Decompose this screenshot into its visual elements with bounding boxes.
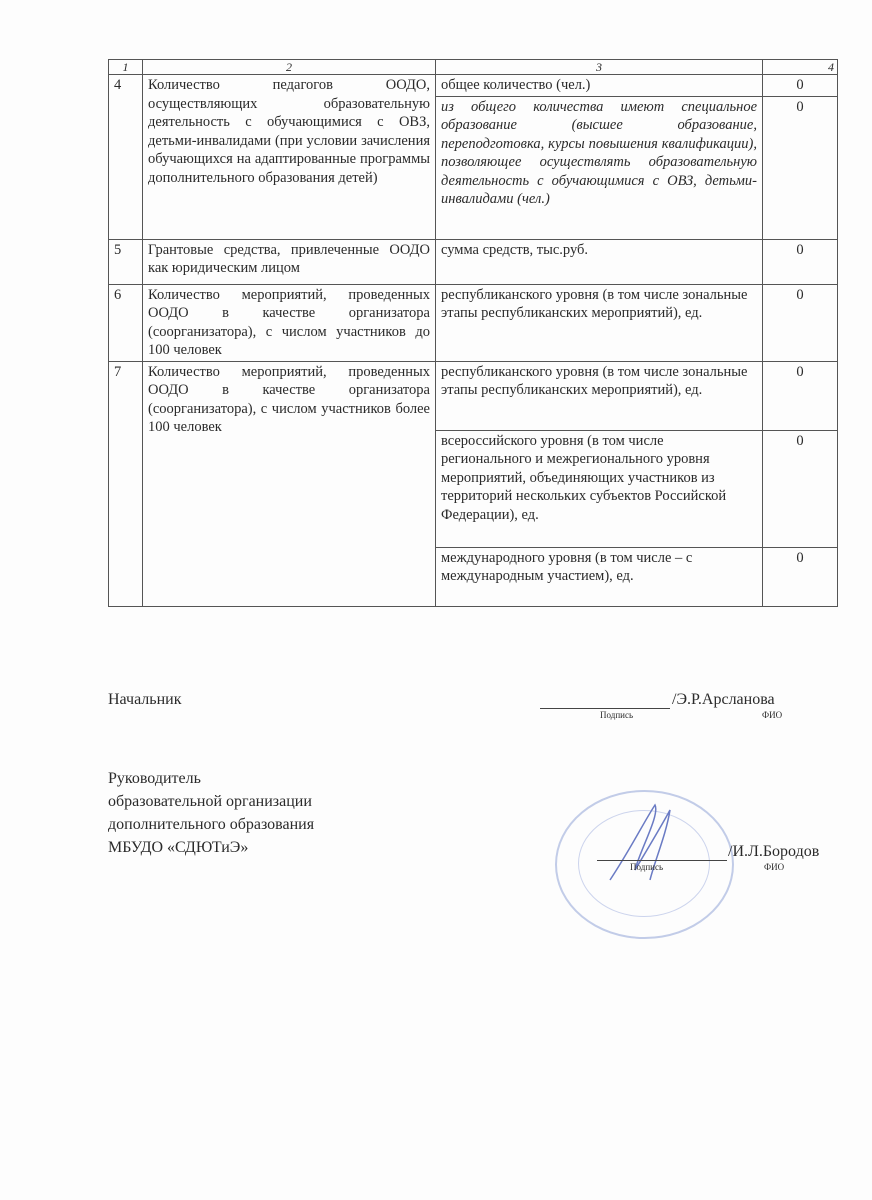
row-number: 7 [109,361,143,606]
row-description: Грантовые средства, привлеченные ООДО как юридическим лицом [143,239,436,284]
head-fio-caption: ФИО [764,862,785,872]
table-row [109,284,838,361]
chief-signature-line [540,708,670,709]
row-number: 5 [109,239,143,284]
row-sub-label: сумма средств, тыс.руб. [436,239,763,284]
row-number: 4 [109,75,143,240]
row-sub-label: республиканского уровня (в том числе зональные этапы республиканских мероприятий), ед. [436,284,763,361]
header-col-2: 2 [143,60,436,75]
chief-title: Начальник [108,691,182,708]
table-row [109,75,838,97]
head-name: /И.Л.Бородов [728,843,820,860]
row-value: 0 [763,430,838,547]
row-description: Количество мероприятий, проведенных ООДО в качестве организатора (соорганизатора), с числом участников более 100 человек [143,361,436,606]
table-header-row [109,60,838,75]
row-value: 0 [763,239,838,284]
row-sub-label: общее количество (чел.) [436,75,763,97]
row-value: 0 [763,361,838,430]
row-value: 0 [763,75,838,97]
row-sub-label: международного уровня (в том числе – с международным участием), ед. [436,547,763,606]
row-value: 0 [763,96,838,239]
table-row [109,239,838,284]
row-description: Количество педагогов ООДО, осуществляющих образовательную деятельность с обучающимися с ОВЗ, детьми-инвалидами (при условии зачисления обучающихся на адаптированные программы дополнительного образования детей) [143,75,436,240]
chief-name: /Э.Р.Арсланова [672,691,775,708]
head-sign-caption: Подпись [630,862,664,872]
row-sub-label: из общего количества имеют специальное образование (высшее образование, переподготовка, курсы повышения квалификации), позволяющее осуществлять образовательную деятельность с обучающимися с ОВЗ, детьми-инвалидами (чел.) [436,96,763,239]
row-number: 6 [109,284,143,361]
indicators-table [108,59,838,607]
row-sub-label: всероссийского уровня (в том числе регионального и межрегионального уровня мероприятий, объединяющих участников из территорий нескольких субъектов Российской Федерации), ед. [436,430,763,547]
row-description: Количество мероприятий, проведенных ООДО в качестве организатора (соорганизатора), с числом участников до 100 человек [143,284,436,361]
header-col-4: 4 [763,60,838,75]
header-col-3: 3 [436,60,763,75]
head-title-line: Руководитель [108,770,201,787]
head-title-line: МБУДО «СДЮТиЭ» [108,839,249,856]
row-sub-label: республиканского уровня (в том числе зональные этапы республиканских мероприятий), ед. [436,361,763,430]
head-signature-line [597,860,727,861]
head-title-line: образовательной организации [108,793,312,810]
header-col-1: 1 [109,60,143,75]
head-title-line: дополнительного образования [108,816,315,833]
chief-sign-caption: Подпись [600,710,634,720]
chief-fio-caption: ФИО [762,710,783,720]
handwritten-signature [600,800,680,890]
table-row [109,361,838,430]
row-value: 0 [763,284,838,361]
row-value: 0 [763,547,838,606]
